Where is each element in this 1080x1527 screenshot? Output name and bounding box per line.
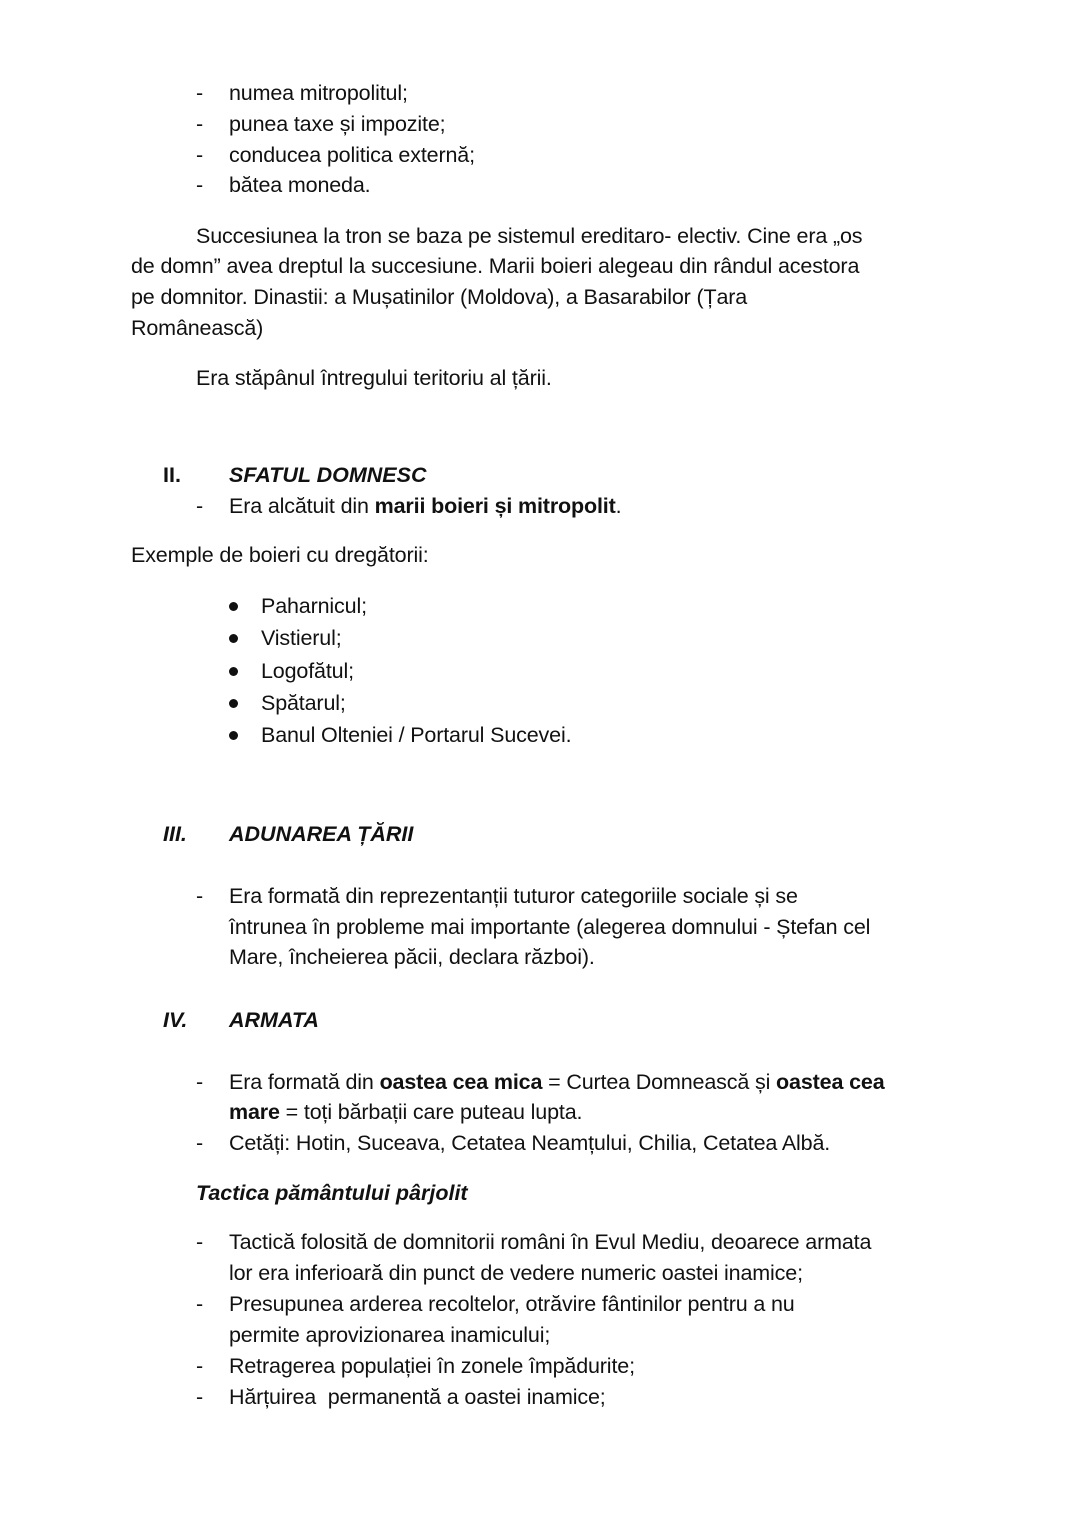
list-item-line	[229, 1097, 582, 1128]
list-item	[229, 491, 621, 522]
subheading: Tactica pământului pârjolit	[196, 1181, 468, 1205]
list-dash: -	[196, 143, 204, 167]
list-dash: -	[196, 1292, 204, 1316]
text-run: = Curtea Domnească și	[542, 1070, 777, 1094]
list-item: conducea politica externă;	[229, 143, 475, 167]
section-title: ADUNAREA ȚĂRII	[229, 822, 414, 846]
bold-text: marii boieri și mitropolit	[374, 494, 616, 518]
list-item-line: Tactică folosită de domnitorii români în Evul Mediu, deoarece armata	[229, 1230, 872, 1254]
list-item: bătea moneda.	[229, 173, 371, 197]
section-title: ARMATA	[229, 1008, 319, 1032]
list-dash: -	[196, 494, 204, 518]
section-number: II.	[163, 463, 181, 487]
examples-label: Exemple de boieri cu dregătorii:	[131, 543, 429, 567]
list-item: Spătarul;	[261, 691, 346, 715]
section-number: III.	[163, 822, 187, 846]
bullet-icon	[229, 602, 238, 611]
paragraph-line: Succesiunea la tron se baza pe sistemul ereditaro- electiv. Cine era „os	[196, 224, 863, 248]
section-title: SFATUL DOMNESC	[229, 463, 427, 487]
list-dash: -	[196, 173, 204, 197]
list-item-line: Hărțuirea permanentă a oastei inamice;	[229, 1385, 606, 1409]
list-item-line: Presupunea arderea recoltelor, otrăvire fântinilor pentru a nu	[229, 1292, 795, 1316]
list-item: Banul Olteniei / Portarul Sucevei.	[261, 723, 572, 747]
list-dash: -	[196, 112, 204, 136]
list-item-line: Mare, încheierea păcii, declara război).	[229, 945, 595, 969]
list-item: numea mitropolitul;	[229, 81, 408, 105]
paragraph-line: pe domnitor. Dinastii: a Mușatinilor (Moldova), a Basarabilor (Țara	[131, 285, 748, 309]
paragraph-line: Românească)	[131, 316, 264, 340]
list-item: Logofătul;	[261, 659, 354, 683]
list-item: Vistierul;	[261, 626, 342, 650]
bullet-icon	[229, 634, 238, 643]
list-item-line: lor era inferioară din punct de vedere numeric oastei inamice;	[229, 1261, 803, 1285]
territory-paragraph: Era stăpânul întregului teritoriu al țării.	[196, 366, 552, 390]
list-dash: -	[196, 1354, 204, 1378]
list-dash: -	[196, 1131, 204, 1155]
list-item-line: Retragerea populației în zonele împădurite;	[229, 1354, 635, 1378]
text-run: Era formată din	[229, 1070, 380, 1094]
bold-text: oastea cea mica	[379, 1070, 543, 1094]
list-dash: -	[196, 1070, 204, 1094]
paragraph-line: de domn” avea dreptul la succesiune. Marii boieri alegeau din rândul acestora	[131, 254, 860, 278]
text-run: = toți bărbații care puteau lupta.	[279, 1100, 583, 1124]
list-item: Paharnicul;	[261, 594, 367, 618]
bullet-icon	[229, 731, 238, 740]
section-number: IV.	[163, 1008, 188, 1032]
list-item-line: Era formată din reprezentanții tuturor categoriile sociale și se	[229, 884, 798, 908]
text-run: Era alcătuit din	[229, 494, 375, 518]
bold-text: mare	[229, 1100, 280, 1124]
bullet-icon	[229, 667, 238, 676]
list-item-line: permite aprovizionarea inamicului;	[229, 1323, 551, 1347]
list-dash: -	[196, 1230, 204, 1254]
text-run: .	[615, 494, 622, 518]
list-item-line	[229, 1067, 885, 1098]
list-dash: -	[196, 1385, 204, 1409]
list-dash: -	[196, 884, 204, 908]
list-item: Cetăți: Hotin, Suceava, Cetatea Neamțului, Chilia, Cetatea Albă.	[229, 1131, 831, 1155]
list-item: punea taxe și impozite;	[229, 112, 446, 136]
bold-text: oastea cea	[776, 1070, 885, 1094]
list-dash: -	[196, 81, 204, 105]
list-item-line: întrunea în probleme mai importante (alegerea domnului - Ștefan cel	[229, 915, 871, 939]
bullet-icon	[229, 699, 238, 708]
